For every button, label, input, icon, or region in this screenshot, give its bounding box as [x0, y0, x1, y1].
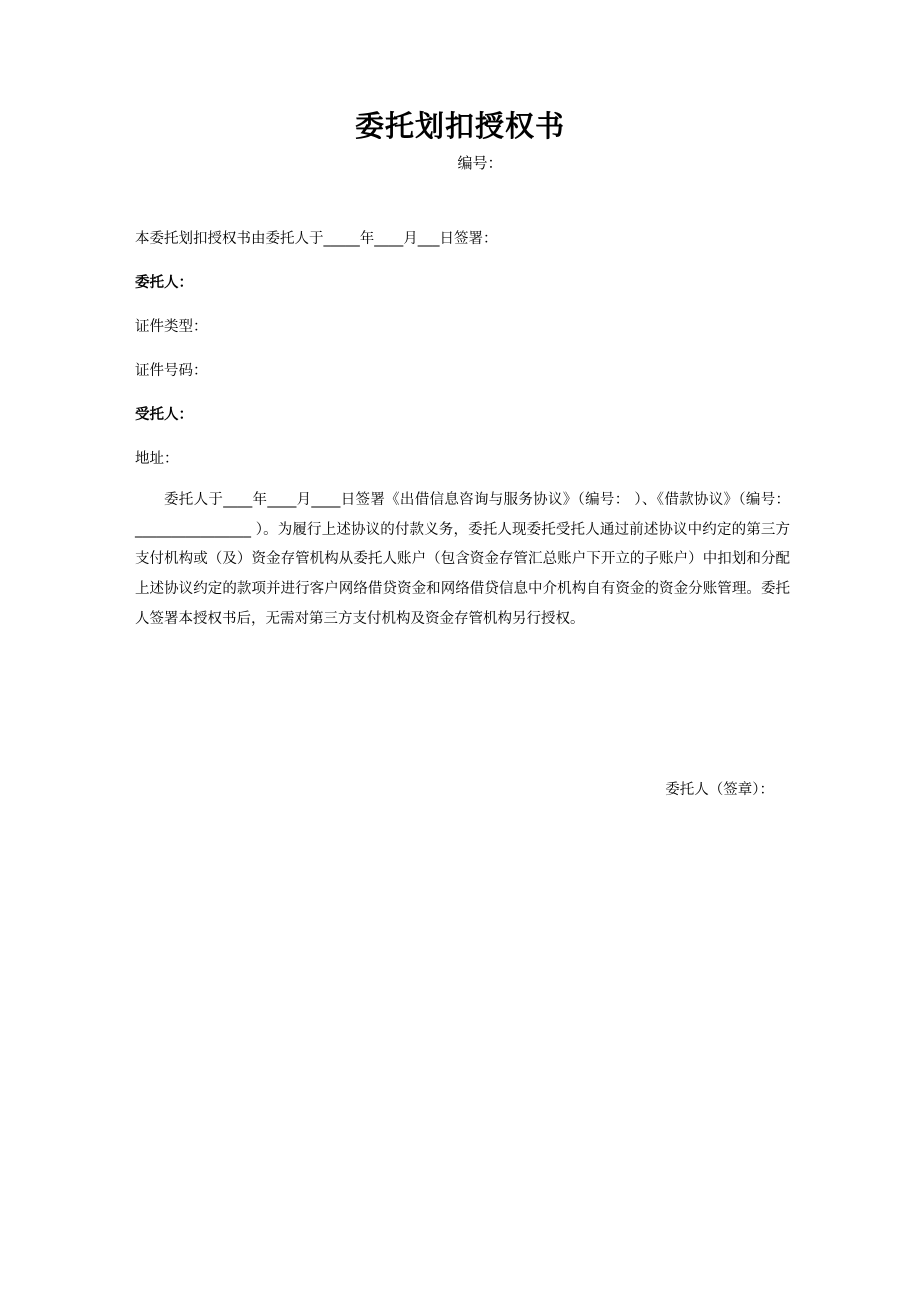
field-id-number-label: 证件号码： — [135, 363, 208, 379]
serial-number-label: 编号： — [457, 154, 503, 172]
field-entrustor — [135, 272, 785, 294]
field-id-type-label: 证件类型： — [135, 319, 208, 335]
field-id-number — [135, 360, 785, 382]
field-address — [135, 448, 785, 470]
authorization-paragraph: 委托人于____年____月____日签署《出借信息咨询与服务协议》（编号： ）、《借款协议》（编号：________________ ）。为履行上述协议的付款义务，委托人现委托受托人通过前述协议中约定的第三方支付机构或（及）资金存管机构从委托人账户（包含资金存管汇总账户下开立的子账户）中扣划和分配上述协议约定的款项并进行客户网络借贷资金和网络借贷信息中介机构自有资金的资金分账管理。委托人签署本授权书后，无需对第三方支付机构及资金存管机构另行授权。 — [135, 492, 790, 627]
field-address-label: 地址： — [135, 451, 179, 467]
signature-line: 委托人（签章）： — [665, 782, 774, 798]
field-id-type — [135, 316, 785, 338]
field-trustee-label: 受托人： — [135, 407, 193, 423]
field-trustee — [135, 404, 785, 426]
page-title: 委托划扣授权书 — [354, 109, 565, 143]
field-entrustor-label: 委托人： — [135, 275, 193, 291]
signing-date-line: 本委托划扣授权书由委托人于_____年____月___日签署： — [135, 231, 498, 247]
